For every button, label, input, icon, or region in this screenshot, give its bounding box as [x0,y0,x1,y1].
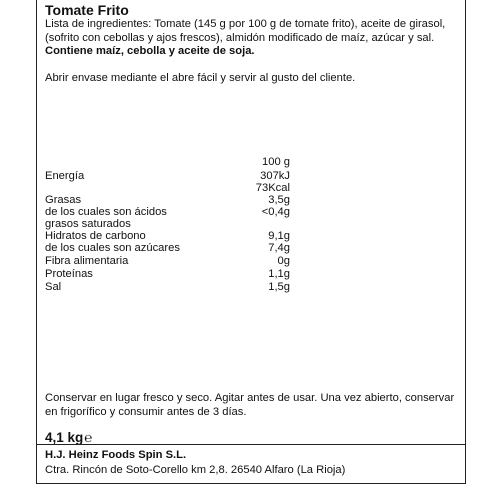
net-weight [45,430,464,445]
nutrition-value: 0g [277,255,290,267]
nutrition-label: Hidratos de carbono [45,230,146,242]
estimated-sign-icon: ℮ [84,430,93,445]
net-weight-value: 4,1 kg [45,430,84,445]
nutrition-value: 1,5g [268,281,290,293]
allergen-statement: Contiene maíz, cebolla y aceite de soja. [45,45,255,58]
divider [36,444,466,445]
storage-instructions: Conservar en lugar fresco y seco. Agitar antes de usar. Una vez abierto, conservar en frigorífico y consumir antes de 3 días. [45,392,455,418]
nutrition-value: 7,4g [268,242,290,254]
product-title: Tomate Frito [45,2,129,18]
nutrition-label: de los cuales son azúcares [45,242,180,254]
nutrition-label: Proteínas [45,268,93,280]
nutrition-label: Grasas [45,194,82,206]
nutrition-label: de los cuales son ácidos grasos saturados [45,206,167,230]
nutrition-value: 307kJ [260,170,290,182]
ingredients-list: Lista de ingredientes: Tomate (145 g por 100 g de tomate frito), aceite de girasol, (sofrito con cebollas y ajos frescos), almidón modificado de maíz, azúcar y sal. [45,18,446,44]
ingredients-text [45,18,455,59]
nutrition-value: 73Kcal [255,182,290,194]
nutrition-label: Sal [45,281,62,293]
nutrition-value: 3,5g [268,194,290,206]
company-address: Ctra. Rincón de Soto-Corello km 2,8. 26540 Alfaro (La Rioja) [45,464,346,476]
nutrition-value: 1,1g [268,268,290,280]
nutrition-value: 9,1g [268,230,290,242]
nutrition-label: Fibra alimentaria [45,255,129,267]
company-name: H.J. Heinz Foods Spin S.L. [45,449,187,461]
opening-instructions: Abrir envase mediante el abre fácil y servir al gusto del cliente. [45,72,356,84]
nutrition-column-header: 100 g [262,156,290,168]
nutrition-value: <0,4g [261,206,290,218]
nutrition-label: Energía [45,170,85,182]
